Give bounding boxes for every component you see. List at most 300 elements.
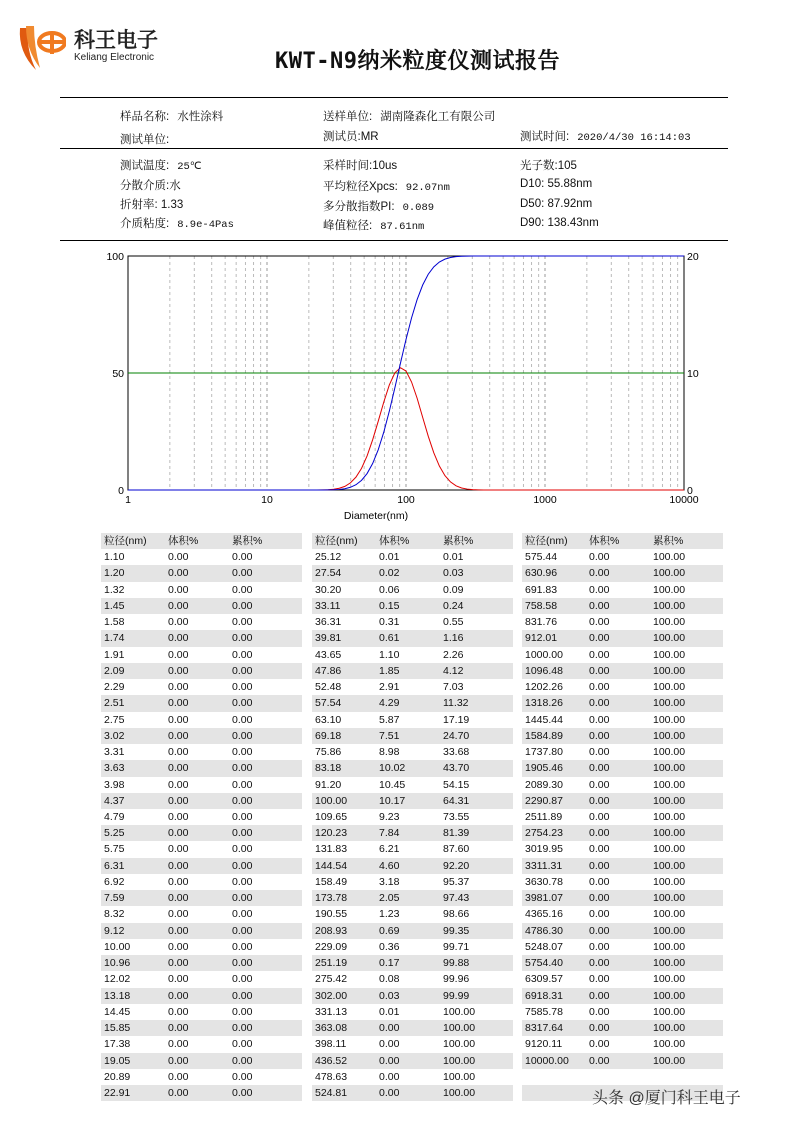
table-row [101, 971, 302, 987]
cell-v: 0.00 [168, 713, 189, 726]
table-row [101, 760, 302, 776]
cell-c: 100.00 [653, 843, 686, 856]
table-row [312, 793, 513, 809]
table-row [312, 874, 513, 890]
cell-d: 2754.23 [525, 827, 563, 840]
cell-d: 63.10 [315, 713, 342, 726]
cell-d [522, 1069, 586, 1085]
label: 平均粒径Xpcs: [323, 181, 398, 193]
cell-v: 0.00 [168, 875, 189, 888]
cell-v: 0.00 [589, 924, 610, 937]
cell-d: 691.83 [525, 583, 558, 596]
cell-v: 0.00 [589, 859, 610, 872]
cell-d: 575.44 [525, 551, 558, 564]
cell-d: 630.96 [525, 567, 558, 580]
cell-c: 100.00 [653, 940, 686, 953]
cell-c: 0.00 [232, 1005, 253, 1018]
table-row [312, 1069, 513, 1085]
value: 2020/4/30 16:14:03 [577, 132, 691, 144]
cell-v: 7.51 [379, 729, 400, 742]
cell-d: 1.10 [104, 551, 125, 564]
cell-d: 2511.89 [525, 810, 563, 823]
table-row [101, 793, 302, 809]
cell-v: 0.00 [589, 713, 610, 726]
cell-c: 0.00 [232, 746, 253, 759]
cell-d: 331.13 [315, 1005, 348, 1018]
table-row [101, 1069, 302, 1085]
cell-d: 91.20 [315, 778, 342, 791]
cell-d: 6.92 [104, 875, 125, 888]
label: 介质粘度: [120, 218, 170, 230]
table-row [312, 1036, 513, 1052]
cell-d: 1.58 [104, 616, 125, 629]
table-row [101, 712, 302, 728]
cell-c: 100.00 [653, 810, 686, 823]
cell-d: 1.74 [104, 632, 125, 645]
y-right-tick-label: 0 [687, 485, 693, 497]
table-row [522, 1053, 723, 1069]
cell-c: 0.00 [232, 794, 253, 807]
table-row [522, 1036, 723, 1052]
cell-c: 100.00 [443, 1086, 476, 1099]
cell-c: 0.00 [232, 973, 253, 986]
cell-d: 36.31 [315, 616, 342, 629]
cell-d: 1096.48 [525, 664, 563, 677]
cell-d: 15.85 [104, 1022, 131, 1035]
cell-v: 0.00 [168, 729, 189, 742]
cell-d: 144.54 [315, 859, 348, 872]
cell-c: 0.03 [443, 567, 464, 580]
cell-d: 4786.30 [525, 924, 563, 937]
table-row [312, 939, 513, 955]
cell-c [650, 1069, 723, 1085]
cell-c: 0.00 [232, 1070, 253, 1083]
cell-c: 0.00 [232, 551, 253, 564]
cell-c: 100.00 [653, 1005, 686, 1018]
value: 湖南隆森化工有限公司 [380, 111, 496, 123]
cell-c: 100.00 [653, 1054, 686, 1067]
cell-v: 0.00 [589, 973, 610, 986]
cell-v: 0.00 [589, 957, 610, 970]
cell-v: 0.00 [168, 1086, 189, 1099]
table-row [522, 695, 723, 711]
cell-c: 0.00 [232, 778, 253, 791]
cell-d: 9.12 [104, 924, 125, 937]
cell-d: 363.08 [315, 1022, 348, 1035]
table-row [312, 549, 513, 565]
y-right-tick-label: 20 [687, 251, 699, 263]
label: 测试单位: [120, 134, 170, 146]
cell-v: 0.00 [589, 1022, 610, 1035]
table-row [522, 712, 723, 728]
cell-v: 2.91 [379, 681, 400, 694]
cell-v: 1.10 [379, 648, 400, 661]
cell-c: 0.00 [232, 648, 253, 661]
cell-v: 0.00 [168, 567, 189, 580]
table-row [312, 614, 513, 630]
table-row [522, 1069, 723, 1085]
cell-d: 208.93 [315, 924, 348, 937]
cell-c: 100.00 [653, 859, 686, 872]
cell-d: 1202.26 [525, 681, 563, 694]
cell-d: 10.00 [104, 940, 131, 953]
cell-v: 0.00 [168, 762, 189, 775]
table-row [312, 1020, 513, 1036]
cell-d: 19.05 [104, 1054, 131, 1067]
cell-v: 4.29 [379, 697, 400, 710]
cell-d: 6.31 [104, 859, 125, 872]
cell-c: 0.00 [232, 1038, 253, 1051]
table-row [312, 1085, 513, 1101]
table-row [101, 614, 302, 630]
cell-v: 0.01 [379, 551, 400, 564]
cell-c: 0.00 [232, 697, 253, 710]
table-row [522, 841, 723, 857]
cell-d: 436.52 [315, 1054, 348, 1067]
cell-c: 100.00 [653, 875, 686, 888]
cell-c: 95.37 [443, 875, 470, 888]
cell-c: 0.00 [232, 892, 253, 905]
cell-v: 8.98 [379, 746, 400, 759]
cell-d: 1.32 [104, 583, 125, 596]
cell-d: 75.86 [315, 746, 342, 759]
table-row [522, 1020, 723, 1036]
cell-v: 0.00 [589, 616, 610, 629]
cell-c: 100.00 [653, 681, 686, 694]
table-row [312, 565, 513, 581]
table-header [522, 533, 723, 549]
cell-v: 0.00 [168, 551, 189, 564]
cell-d: 6918.31 [525, 989, 563, 1002]
cell-v: 0.00 [168, 908, 189, 921]
cell-v: 0.06 [379, 583, 400, 596]
value: 10us [372, 160, 398, 172]
cell-d: 5754.40 [525, 957, 563, 970]
cell-v: 0.00 [589, 697, 610, 710]
cell-c: 100.00 [653, 762, 686, 775]
cell-c: 100.00 [653, 551, 686, 564]
cell-c: 92.20 [443, 859, 470, 872]
value: 0.089 [402, 202, 435, 214]
cell-d: 1905.46 [525, 762, 563, 775]
cell-c: 73.55 [443, 810, 470, 823]
cell-d: 3.63 [104, 762, 125, 775]
cell-d: 10.96 [104, 957, 131, 970]
cell-c: 0.00 [232, 1086, 253, 1099]
cell-v: 0.36 [379, 940, 400, 953]
table-row [312, 663, 513, 679]
cell-v: 9.23 [379, 810, 400, 823]
cell-d: 2.29 [104, 681, 125, 694]
table-row [522, 906, 723, 922]
cell-c: 99.99 [443, 989, 470, 1002]
cell-d: 758.58 [525, 599, 558, 612]
table-row [312, 841, 513, 857]
cell-c: 33.68 [443, 746, 470, 759]
column-header: 粒径(nm) [525, 535, 568, 547]
label: 送样单位: [323, 111, 373, 123]
value: MR [360, 131, 379, 143]
cell-c: 0.00 [232, 940, 253, 953]
cell-c: 100.00 [653, 616, 686, 629]
table-row [101, 582, 302, 598]
table-row [522, 630, 723, 646]
cell-c: 98.66 [443, 908, 470, 921]
value: 138.43nm [547, 217, 599, 229]
cell-c: 0.00 [232, 599, 253, 612]
cell-d: 131.83 [315, 843, 348, 856]
cell-c: 100.00 [653, 746, 686, 759]
table-row [101, 663, 302, 679]
cell-c: 4.12 [443, 664, 464, 677]
label: D90: [520, 217, 545, 229]
cell-d: 57.54 [315, 697, 342, 710]
cell-d: 83.18 [315, 762, 342, 775]
table-row [101, 923, 302, 939]
table-row [312, 906, 513, 922]
data-table-3 [522, 533, 723, 1101]
table-row [522, 598, 723, 614]
cell-v: 0.00 [589, 681, 610, 694]
cell-d: 43.65 [315, 648, 342, 661]
table-row [312, 890, 513, 906]
cell-d: 5248.07 [525, 940, 563, 953]
table-row [522, 793, 723, 809]
table-row [312, 1053, 513, 1069]
cell-v: 0.00 [589, 875, 610, 888]
table-row [522, 858, 723, 874]
table-row [101, 988, 302, 1004]
cell-v: 0.00 [168, 794, 189, 807]
label: 峰值粒径: [323, 220, 373, 232]
cell-d: 912.01 [525, 632, 558, 645]
table-row [522, 939, 723, 955]
table-row [101, 858, 302, 874]
cell-v: 0.00 [168, 1022, 189, 1035]
column-header: 体积% [379, 535, 410, 547]
cell-v: 1.85 [379, 664, 400, 677]
cell-c: 100.00 [653, 567, 686, 580]
cell-c: 17.19 [443, 713, 470, 726]
cell-c: 0.00 [232, 1022, 253, 1035]
cell-c: 0.00 [232, 957, 253, 970]
table-row [312, 679, 513, 695]
cell-c: 100.00 [653, 664, 686, 677]
cell-d: 8.32 [104, 908, 125, 921]
cell-c: 0.00 [232, 827, 253, 840]
cell-d: 1737.80 [525, 746, 563, 759]
cell-d: 12.02 [104, 973, 131, 986]
column-header: 累积% [653, 535, 684, 547]
table-row [101, 1004, 302, 1020]
table-row [522, 582, 723, 598]
cell-d: 7.59 [104, 892, 125, 905]
cell-c: 0.00 [232, 713, 253, 726]
cell-d: 3630.78 [525, 875, 563, 888]
cell-d [522, 1085, 586, 1101]
x-tick-label: 10000 [669, 494, 699, 506]
table-row [101, 679, 302, 695]
table-row [101, 1036, 302, 1052]
column-header: 体积% [168, 535, 199, 547]
cell-v: 10.17 [379, 794, 406, 807]
cell-c: 7.03 [443, 681, 464, 694]
cell-v: 0.00 [168, 1005, 189, 1018]
cell-c: 99.71 [443, 940, 470, 953]
cell-d: 158.49 [315, 875, 348, 888]
cell-c: 100.00 [653, 778, 686, 791]
cell-v: 0.17 [379, 957, 400, 970]
cell-d: 4.79 [104, 810, 125, 823]
table-row [522, 1004, 723, 1020]
x-tick-label: 1000 [533, 494, 557, 506]
cell-c: 0.00 [232, 762, 253, 775]
table-row [312, 971, 513, 987]
table-row [101, 630, 302, 646]
cell-d: 173.78 [315, 892, 348, 905]
value: 水 [169, 180, 181, 192]
cell-d: 25.12 [315, 551, 342, 564]
cell-d: 2089.30 [525, 778, 563, 791]
table-row [522, 923, 723, 939]
label: 采样时间: [323, 160, 373, 172]
cell-d: 52.48 [315, 681, 342, 694]
label: D10: [520, 178, 545, 190]
table-row [522, 777, 723, 793]
cell-c: 100.00 [653, 794, 686, 807]
data-table-2 [312, 533, 513, 1101]
table-row [312, 728, 513, 744]
table-row [522, 614, 723, 630]
x-tick-label: 10 [261, 494, 273, 506]
cell-v: 0.01 [379, 1005, 400, 1018]
cell-d: 229.09 [315, 940, 348, 953]
cell-c: 100.00 [653, 908, 686, 921]
cell-v: 10.45 [379, 778, 406, 791]
cell-v: 0.00 [589, 892, 610, 905]
table-row [312, 988, 513, 1004]
value: 25℃ [177, 161, 202, 173]
cell-d: 1.45 [104, 599, 125, 612]
cell-d: 3.02 [104, 729, 125, 742]
label: 样品名称: [120, 111, 170, 123]
cell-d: 10000.00 [525, 1054, 569, 1067]
data-table-1 [101, 533, 302, 1101]
cell-d: 275.42 [315, 973, 348, 986]
cell-d: 69.18 [315, 729, 342, 742]
column-header: 累积% [443, 535, 474, 547]
cell-v: 0.00 [168, 778, 189, 791]
cell-v: 0.00 [168, 827, 189, 840]
table-row [312, 955, 513, 971]
cell-d: 1584.89 [525, 729, 563, 742]
cell-c: 81.39 [443, 827, 470, 840]
cell-c: 100.00 [653, 892, 686, 905]
table-row [522, 728, 723, 744]
cell-c: 87.60 [443, 843, 470, 856]
label: D50: [520, 198, 545, 210]
cell-c: 0.00 [232, 1054, 253, 1067]
cell-c: 100.00 [443, 1005, 476, 1018]
cell-v: 0.00 [589, 1038, 610, 1051]
table-row [101, 955, 302, 971]
cell-v: 0.00 [589, 778, 610, 791]
cell-v: 3.18 [379, 875, 400, 888]
cell-c: 0.55 [443, 616, 464, 629]
table-row [522, 647, 723, 663]
cell-d: 2.75 [104, 713, 125, 726]
cell-c: 0.00 [232, 567, 253, 580]
table-row [522, 663, 723, 679]
table-row [312, 1004, 513, 1020]
cell-c: 0.00 [232, 843, 253, 856]
table-row [522, 809, 723, 825]
table-row [312, 712, 513, 728]
cell-v: 0.00 [168, 957, 189, 970]
x-axis-label: Diameter(nm) [343, 510, 409, 522]
cell-d: 4365.16 [525, 908, 563, 921]
cell-d: 20.89 [104, 1070, 131, 1083]
cell-v: 0.00 [168, 924, 189, 937]
cell-c: 0.00 [232, 681, 253, 694]
cell-v: 0.00 [589, 762, 610, 775]
cell-v: 0.00 [589, 583, 610, 596]
table-row [522, 971, 723, 987]
cell-d: 27.54 [315, 567, 342, 580]
x-tick-label: 1 [125, 494, 131, 506]
cell-d: 398.11 [315, 1038, 347, 1051]
cell-v: 0.00 [168, 697, 189, 710]
y-left-tick-label: 0 [118, 485, 124, 497]
cell-c: 0.00 [232, 875, 253, 888]
table-row [312, 760, 513, 776]
cell-d: 47.86 [315, 664, 342, 677]
cell-c: 100.00 [653, 1038, 686, 1051]
cell-v: 0.69 [379, 924, 400, 937]
cell-d: 13.18 [104, 989, 131, 1002]
cell-d: 3.98 [104, 778, 125, 791]
table-row [522, 874, 723, 890]
column-header: 粒径(nm) [104, 535, 147, 547]
cell-c: 0.00 [232, 989, 253, 1002]
logo-english: Keliang Electronic [74, 52, 155, 63]
table-row [101, 1085, 302, 1101]
table-row [101, 565, 302, 581]
table-row [101, 890, 302, 906]
value: 87.61nm [380, 221, 425, 233]
column-header: 累积% [232, 535, 263, 547]
cell-v: 0.00 [589, 567, 610, 580]
cell-v: 0.03 [379, 989, 400, 1002]
cell-v: 0.00 [379, 1038, 400, 1051]
table-row [312, 825, 513, 841]
cell-c: 100.00 [443, 1022, 476, 1035]
cell-c: 100.00 [653, 648, 686, 661]
cell-v: 0.00 [168, 1038, 189, 1051]
cell-d: 2.51 [104, 697, 125, 710]
cell-d: 1.91 [104, 648, 125, 661]
cell-c: 97.43 [443, 892, 470, 905]
cell-v: 0.61 [379, 632, 400, 645]
y-left-tick-label: 50 [112, 368, 124, 380]
cell-v: 0.00 [168, 843, 189, 856]
table-row [312, 582, 513, 598]
cell-c: 100.00 [653, 1022, 686, 1035]
cell-c: 0.00 [232, 616, 253, 629]
table-header [101, 533, 302, 549]
cell-v: 0.00 [589, 599, 610, 612]
cell-d: 3019.95 [525, 843, 563, 856]
